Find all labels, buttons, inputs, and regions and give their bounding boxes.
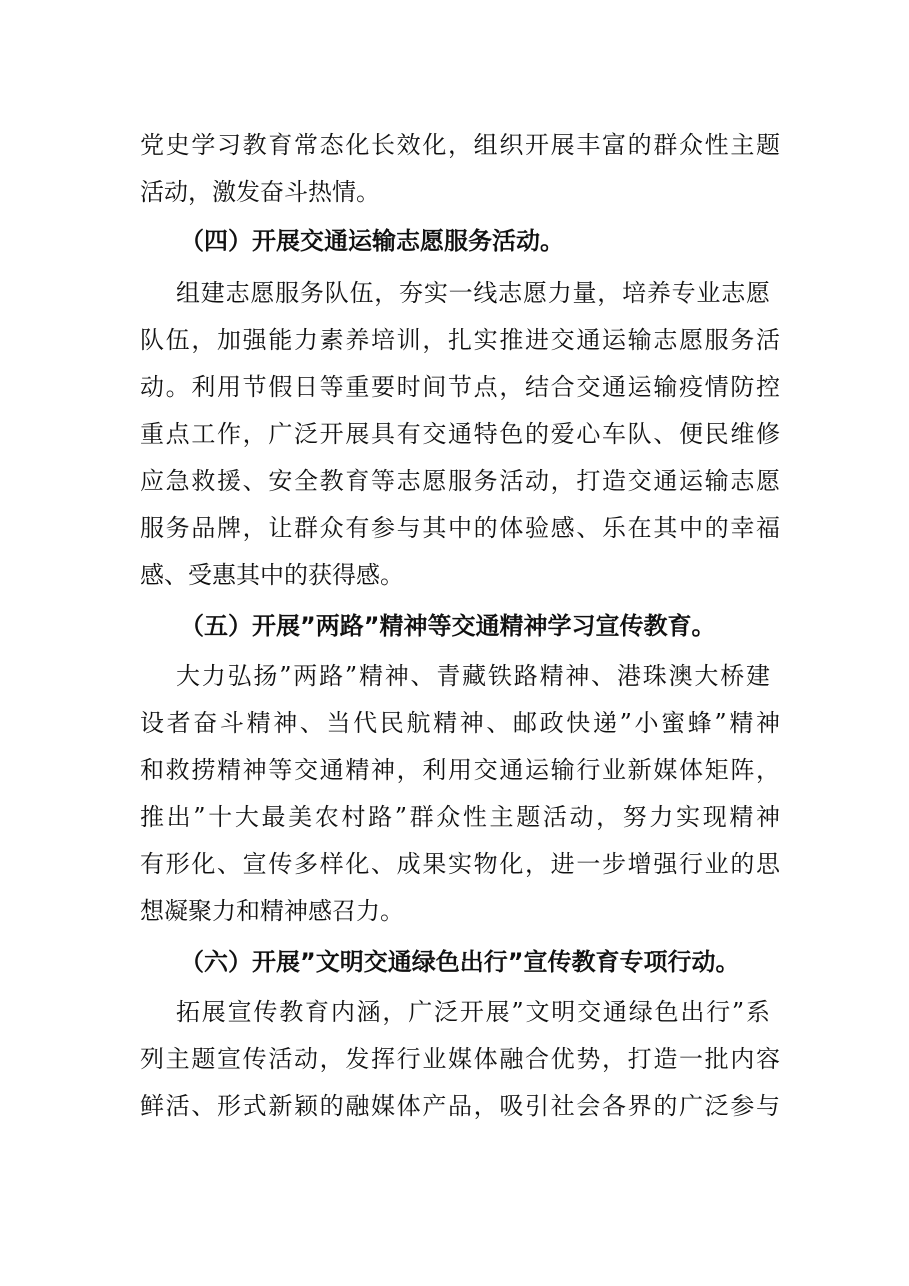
paragraph-line: 组建志愿服务队伍，夯实一线志愿力量，培养专业志愿 [176,279,770,307]
paragraph-line: 队伍，加强能力素养培训，扎实推进交通运输志愿服务活 [140,326,780,354]
paragraph-line: 党史学习教育常态化长效化，组织开展丰富的群众性主题 [140,131,780,159]
paragraph-line: 服务品牌，让群众有参与其中的体验感、乐在其中的幸福 [140,514,780,542]
section-heading-5: （五）开展”两路”精神等交通精神学习宣传教育。 [180,612,716,640]
paragraph-line: 应急救援、安全教育等志愿服务活动，打造交通运输志愿 [140,467,780,495]
paragraph-line: 鲜活、形式新颖的融媒体产品，吸引社会各界的广泛参与 [140,1092,780,1120]
paragraph-line: 列主题宣传活动，发挥行业媒体融合优势，打造一批内容 [140,1045,780,1073]
paragraph-line: 设者奋斗精神、当代民航精神、邮政快递”小蜜蜂”精神 [140,709,780,737]
section-heading-6: （六）开展”文明交通绿色出行”宣传教育专项行动。 [180,948,740,976]
paragraph-line: 活动，激发奋斗热情。 [140,178,380,206]
paragraph-line: 感、受惠其中的获得感。 [140,561,404,589]
paragraph-line: 动。利用节假日等重要时间节点，结合交通运输疫情防控 [140,373,780,401]
paragraph-line: 重点工作，广泛开展具有交通特色的爱心车队、便民维修 [140,420,780,448]
paragraph-line: 大力弘扬”两路”精神、青藏铁路精神、港珠澳大桥建 [176,662,770,690]
section-heading-4: （四）开展交通运输志愿服务活动。 [180,227,564,255]
paragraph-line: 拓展宣传教育内涵，广泛开展”文明交通绿色出行”系 [176,998,770,1026]
paragraph-line: 有形化、宣传多样化、成果实物化，进一步增强行业的思 [140,850,780,878]
paragraph-line: 和救捞精神等交通精神，利用交通运输行业新媒体矩阵， [140,756,780,784]
paragraph-line: 推出”十大最美农村路”群众性主题活动，努力实现精神 [140,803,780,831]
paragraph-line: 想凝聚力和精神感召力。 [140,897,404,925]
